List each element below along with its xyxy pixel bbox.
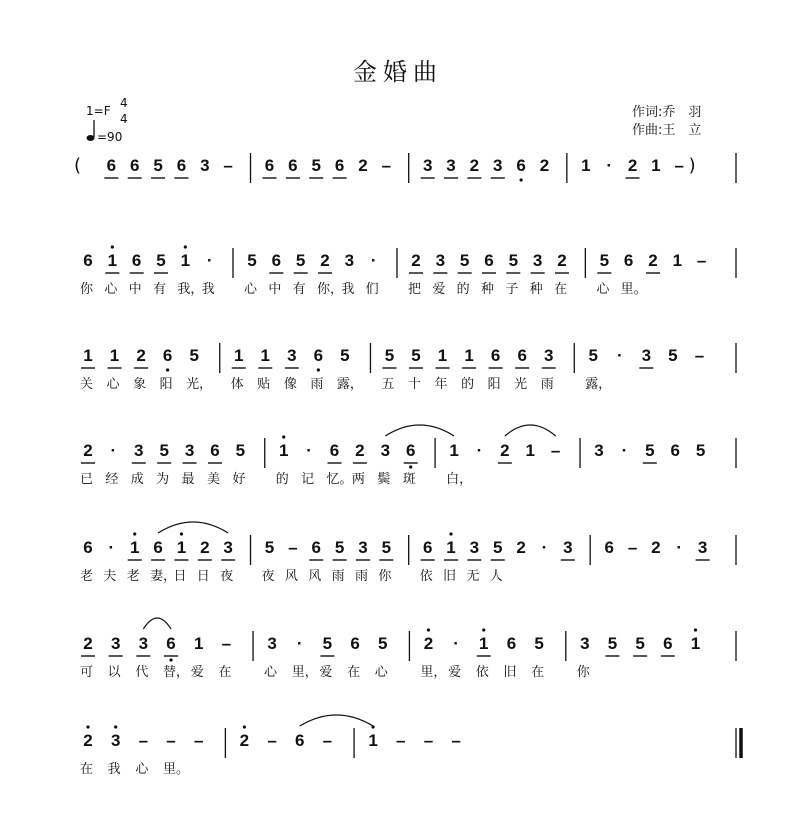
octave-dot-below [409, 465, 412, 468]
note: 3 [110, 634, 121, 653]
note: 6 [83, 538, 93, 557]
note: 2 [83, 441, 93, 460]
lyric-syllable: 老 [80, 569, 94, 584]
note: 1 [690, 634, 701, 653]
note: 3 [532, 251, 543, 270]
note: 6 [405, 441, 416, 460]
note: – [166, 731, 176, 750]
lyric-syllable: 斑 [402, 472, 416, 487]
note: 3 [110, 731, 121, 750]
octave-dot-below [169, 658, 172, 661]
quarter-note-icon [84, 118, 98, 144]
note: 5 [588, 346, 598, 365]
note: 6 [506, 634, 517, 653]
lyric-syllable: 心 [104, 282, 118, 297]
lyric-syllable: 把 [408, 282, 422, 297]
tempo: =90 [97, 130, 123, 144]
note: 5 [384, 346, 395, 365]
lyric-syllable: 露， [585, 377, 612, 392]
lyric-syllable: 子 [505, 282, 519, 297]
note: 6 [490, 346, 501, 365]
lyric-syllable: 夜 [220, 569, 234, 584]
note: 5 [153, 156, 163, 175]
note: · [476, 441, 483, 460]
note: 6 [334, 156, 345, 175]
note: · [370, 251, 377, 270]
note: 5 [599, 251, 610, 270]
note: – [694, 346, 705, 365]
note: 5 [189, 346, 199, 365]
lyric-syllable: 的 [461, 377, 475, 392]
note: 6 [604, 538, 614, 557]
note: 6 [311, 538, 321, 557]
lyric-syllable: 日 [173, 569, 187, 584]
note: 3 [446, 156, 456, 175]
note: – [138, 731, 149, 750]
note: – [267, 731, 277, 750]
note: 5 [411, 346, 421, 365]
lyric-syllable: 日 [196, 569, 210, 584]
note: · [541, 538, 548, 557]
lyric-syllable: 我 [201, 282, 215, 297]
lyric-syllable: 十 [408, 377, 422, 392]
lyric-syllable: 为 [156, 472, 170, 487]
note: · [110, 441, 117, 460]
lyric-syllable: 夜 [261, 569, 275, 584]
lyric-syllable: 好 [232, 472, 246, 487]
note: 1 [109, 346, 120, 365]
lyric-syllable: 有 [292, 282, 306, 297]
parenthesis: ) [688, 155, 696, 176]
lyric-syllable: 里。 [620, 282, 647, 297]
lyric-syllable: 爱 [190, 665, 204, 680]
note: – [550, 441, 561, 460]
note: · [676, 538, 683, 557]
note: 6 [166, 634, 176, 653]
note: 5 [607, 634, 618, 653]
lyric-syllable: 种 [529, 282, 543, 297]
parenthesis: ( [74, 155, 82, 176]
lyric-syllable: 可 [80, 665, 94, 680]
lyric-syllable: 美 [206, 472, 220, 487]
note: 2 [411, 251, 421, 270]
lyric-syllable: 关 [80, 377, 94, 392]
note: 2 [627, 156, 638, 175]
lyric-syllable: 在 [218, 665, 232, 680]
lyric-syllable: 我， [177, 282, 204, 297]
octave-dot-above [427, 628, 430, 631]
note: 6 [484, 251, 494, 270]
lyric-syllable: 你 [378, 569, 392, 584]
note: 1 [193, 634, 204, 653]
lyric-syllable: 老 [126, 569, 140, 584]
note: 3 [380, 441, 391, 460]
note: 6 [271, 251, 282, 270]
note: 2 [358, 156, 368, 175]
note: – [674, 156, 684, 175]
octave-dot-above [111, 245, 114, 248]
time-signature-bottom: 4 [120, 112, 128, 126]
lyric-syllable: 爱 [319, 665, 333, 680]
lyric-syllable: 心 [244, 282, 258, 297]
lyric-syllable: 象 [133, 377, 147, 392]
lyric-syllable: 心 [106, 377, 120, 392]
note: · [453, 634, 459, 653]
note: 6 [106, 156, 117, 175]
note: 1 [449, 441, 459, 460]
notation-row-6 [0, 633, 796, 713]
note: 3 [223, 538, 233, 557]
note: – [396, 731, 406, 750]
lyric-syllable: 依 [419, 569, 433, 584]
note: – [223, 156, 233, 175]
lyric-syllable: 雨 [540, 377, 554, 392]
note: 6 [162, 346, 173, 365]
octave-dot-above [243, 725, 246, 728]
lyric-syllable: 雨 [310, 377, 324, 392]
lyric-syllable: 忆。 [326, 472, 353, 487]
note: · [616, 346, 623, 365]
note: 5 [645, 441, 655, 460]
note: 6 [350, 634, 360, 653]
octave-dot-above [694, 628, 697, 631]
note: · [621, 441, 628, 460]
note: 3 [287, 346, 297, 365]
lyric-syllable: 的 [456, 282, 470, 297]
note: 5 [295, 251, 306, 270]
notation-row-2 [0, 250, 796, 330]
note: – [288, 538, 298, 557]
lyric-syllable: 心 [596, 282, 610, 297]
note: 1 [129, 538, 140, 557]
note: 1 [180, 251, 191, 270]
lyric-syllable: 中 [268, 282, 282, 297]
note: 3 [344, 251, 355, 270]
note: 2 [651, 538, 661, 557]
lyric-syllable: 爱 [448, 665, 462, 680]
note: · [206, 251, 213, 270]
note: – [221, 634, 232, 653]
lyric-syllable: 风 [308, 569, 322, 584]
octave-dot-above [449, 532, 452, 535]
note: 6 [313, 346, 324, 365]
note: 2 [320, 251, 330, 270]
lyric-syllable: 在 [554, 282, 568, 297]
note: 2 [239, 731, 250, 750]
slur [143, 618, 171, 629]
notation-row-1 [0, 155, 796, 235]
note: 1 [464, 346, 474, 365]
note: 2 [355, 441, 365, 460]
note: 5 [508, 251, 519, 270]
lyric-syllable: 经 [105, 472, 119, 487]
note: 5 [247, 251, 257, 270]
note: 1 [479, 634, 489, 653]
note: 1 [651, 156, 661, 175]
note: 5 [493, 538, 503, 557]
note: 1 [437, 346, 448, 365]
note: 3 [493, 156, 503, 175]
lyric-syllable: 代 [135, 665, 149, 680]
lyric-syllable: 年 [434, 377, 448, 392]
key-signature: 1=F [86, 104, 111, 118]
lyric-syllable: 雨 [354, 569, 368, 584]
note: 5 [264, 538, 275, 557]
note: 1 [279, 441, 289, 460]
note: – [423, 731, 434, 750]
note: 5 [668, 346, 678, 365]
note: – [451, 731, 461, 750]
note: 6 [294, 731, 305, 750]
note: 5 [635, 634, 645, 653]
note: 6 [131, 251, 142, 270]
note: 1 [83, 346, 93, 365]
lyric-syllable: 里， [291, 665, 318, 680]
note: 6 [264, 156, 275, 175]
octave-dot-above [114, 725, 117, 728]
note: 2 [200, 538, 210, 557]
note: 6 [670, 441, 680, 460]
note: 5 [378, 634, 388, 653]
note: 3 [580, 634, 590, 653]
note: 3 [641, 346, 652, 365]
lyric-syllable: 你 [576, 665, 590, 680]
octave-dot-above [86, 725, 89, 728]
note: 2 [516, 538, 526, 557]
note: 6 [153, 538, 163, 557]
note: 2 [557, 251, 567, 270]
note: 5 [311, 156, 321, 175]
lyric-syllable: 旧 [443, 569, 457, 584]
lyric-syllable: 依 [475, 665, 489, 680]
lyric-syllable: 有 [153, 282, 167, 297]
note: 1 [107, 251, 118, 270]
note: 6 [129, 156, 140, 175]
lyric-syllable: 爱 [432, 282, 446, 297]
lyric-syllable: 体 [230, 377, 244, 392]
note: 5 [322, 634, 333, 653]
note: 2 [83, 634, 93, 653]
note: 3 [134, 441, 144, 460]
lyric-syllable: 在 [80, 762, 94, 777]
note: 3 [422, 156, 433, 175]
octave-dot-above [282, 435, 285, 438]
lyric-syllable: 你 [80, 282, 94, 297]
time-signature-top: 4 [120, 96, 128, 110]
lyric-syllable: 在 [347, 665, 361, 680]
note: 5 [156, 251, 166, 270]
lyric-syllable: 像 [283, 377, 297, 392]
lyric-syllable: 心 [264, 665, 278, 680]
octave-dot-above [133, 532, 136, 535]
note: 5 [235, 441, 246, 460]
notation-row-3 [0, 345, 796, 425]
slur [505, 425, 556, 436]
note: · [108, 538, 115, 557]
lyric-syllable: 人 [489, 569, 503, 584]
note: 5 [159, 441, 169, 460]
note: 3 [543, 346, 554, 365]
lyric-syllable: 贴 [257, 377, 271, 392]
lyric-syllable: 五 [381, 377, 395, 392]
lyric-syllable: 光 [514, 377, 528, 392]
note: 2 [648, 251, 658, 270]
note: · [296, 634, 303, 653]
note: 6 [83, 251, 93, 270]
lyric-syllable: 鬓 [377, 472, 391, 487]
note: 6 [329, 441, 340, 460]
lyric-syllable: 里， [420, 665, 447, 680]
note: 1 [672, 251, 683, 270]
note: · [606, 156, 613, 175]
lyric-syllable: 的 [275, 472, 289, 487]
lyric-syllable: 露， [336, 377, 363, 392]
note: 1 [233, 346, 244, 365]
lyric-syllable: 已 [80, 472, 94, 487]
octave-dot-below [317, 368, 320, 371]
note: 6 [288, 156, 298, 175]
note: – [322, 731, 333, 750]
lyric-syllable: 你， [317, 282, 344, 297]
lyric-syllable: 阳 [487, 377, 501, 392]
note: · [306, 441, 312, 460]
octave-dot-below [520, 178, 523, 181]
note: 6 [663, 634, 673, 653]
lyric-syllable: 光， [186, 377, 213, 392]
lyric-syllable: 两 [351, 472, 365, 487]
note: 2 [469, 156, 480, 175]
note: 5 [381, 538, 392, 557]
note: 1 [260, 346, 270, 365]
lyric-syllable: 心 [374, 665, 388, 680]
page-title: 金婚曲 [353, 58, 443, 86]
note: 2 [423, 634, 434, 653]
lyric-syllable: 雨 [331, 569, 345, 584]
note: – [627, 538, 638, 557]
note: 6 [516, 156, 526, 175]
note: 6 [176, 156, 187, 175]
note: 3 [563, 538, 573, 557]
note: 1 [525, 441, 535, 460]
slur [158, 522, 228, 533]
note: 3 [267, 634, 277, 653]
lyric-syllable: 记 [301, 472, 315, 487]
note: 3 [469, 538, 480, 557]
composer: 作曲:王 立 [632, 123, 702, 138]
lyric-syllable: 在 [531, 665, 545, 680]
octave-dot-above [184, 245, 187, 248]
notation-row-7 [0, 730, 796, 810]
lyric-syllable: 我 [107, 762, 121, 777]
note: 6 [623, 251, 634, 270]
slur [300, 715, 373, 726]
note: 5 [340, 346, 350, 365]
octave-dot-above [482, 628, 485, 631]
lyric-syllable: 们 [365, 282, 379, 297]
note: 3 [594, 441, 604, 460]
note: 1 [176, 538, 187, 557]
note: 2 [539, 156, 550, 175]
notation-row-4 [0, 440, 796, 520]
octave-dot-below [166, 368, 169, 371]
lyric-syllable: 种 [481, 282, 495, 297]
note: – [696, 251, 707, 270]
note: 6 [422, 538, 433, 557]
notation-row-5 [0, 537, 796, 617]
note: – [381, 156, 392, 175]
slur [385, 425, 454, 436]
note: 3 [138, 634, 149, 653]
note: 1 [446, 538, 456, 557]
note: 5 [334, 538, 345, 557]
octave-dot-above [180, 532, 183, 535]
note: 5 [534, 634, 544, 653]
note: – [193, 731, 204, 750]
note: 3 [435, 251, 446, 270]
note: 2 [136, 346, 146, 365]
note: 5 [695, 441, 706, 460]
lyric-syllable: 成 [130, 472, 144, 487]
lyric-syllable: 中 [128, 282, 142, 297]
lyric-syllable: 旧 [503, 665, 517, 680]
note: 2 [83, 731, 93, 750]
lyric-syllable: 替， [163, 665, 190, 680]
note: 6 [210, 441, 220, 460]
note: 5 [459, 251, 470, 270]
lyric-syllable: 我 [341, 282, 355, 297]
note: 3 [697, 538, 708, 557]
lyric-syllable: 风 [284, 569, 298, 584]
note: 1 [368, 731, 378, 750]
note: 3 [200, 156, 210, 175]
lyric-syllable: 阳 [159, 377, 173, 392]
lyric-syllable: 妻， [150, 569, 177, 584]
lyric-syllable: 以 [107, 665, 121, 680]
note: 3 [358, 538, 368, 557]
lyricist: 作词:乔 羽 [632, 105, 702, 120]
note: 1 [581, 156, 591, 175]
note: 6 [517, 346, 527, 365]
lyric-syllable: 里。 [163, 762, 190, 777]
lyric-syllable: 夫 [103, 569, 117, 584]
lyric-syllable: 最 [181, 472, 195, 487]
lyric-syllable: 心 [135, 762, 149, 777]
note: 2 [500, 441, 510, 460]
lyric-syllable: 无 [466, 569, 480, 584]
lyric-syllable: 白， [446, 472, 473, 487]
note: 3 [184, 441, 195, 460]
